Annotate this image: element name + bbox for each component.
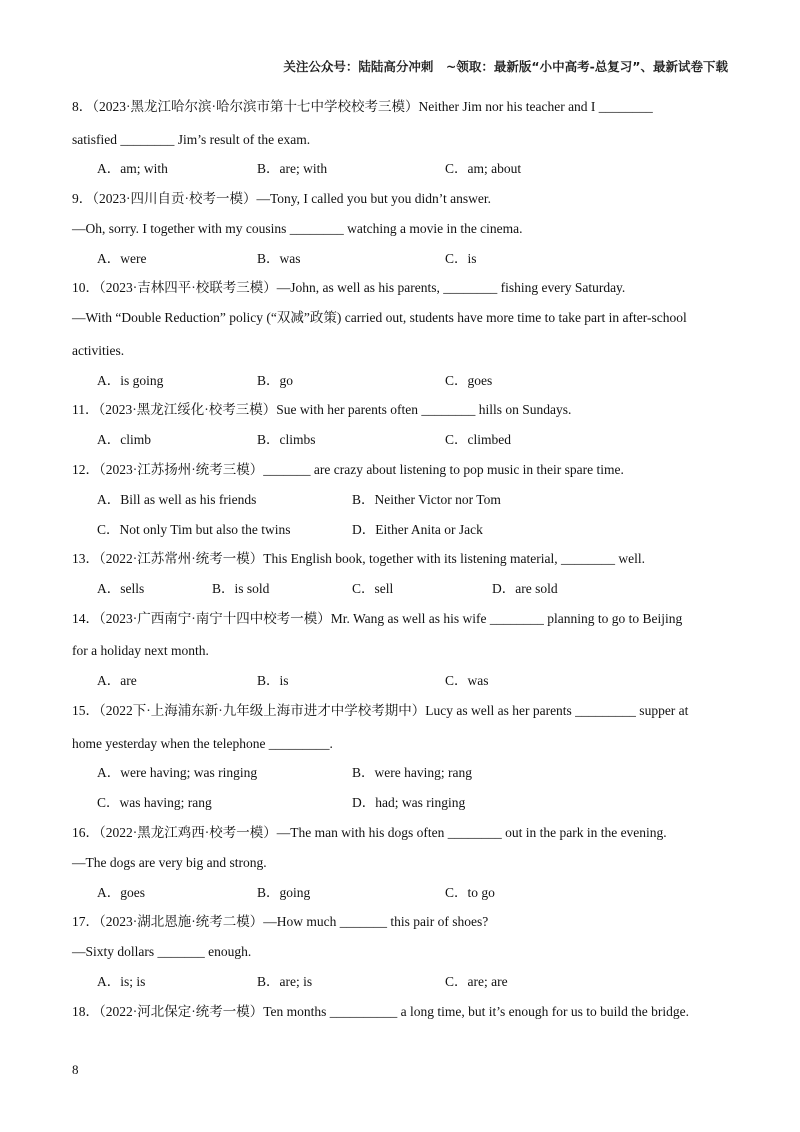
- question-15: [72, 701, 732, 823]
- option-b[interactable]: B．were having; rang: [352, 765, 472, 781]
- question-8-line-2: satisfied ________ Jim’s result of the exam.: [72, 131, 311, 147]
- question-15-line-2: home yesterday when the telephone _________.: [72, 735, 333, 751]
- question-9: [72, 189, 732, 278]
- question-12-options-row-1: [72, 490, 732, 520]
- option-c[interactable]: C．Not only Tim but also the twins: [97, 521, 291, 537]
- question-14: [72, 609, 732, 701]
- option-c[interactable]: C．was having; rang: [97, 795, 212, 811]
- question-10-line-3: activities.: [72, 342, 125, 358]
- option-b[interactable]: B．are; is: [257, 973, 313, 989]
- question-13-line-1: 13．（2022·江苏常州·统考一模）This English book, together with its listening material, ________ well.: [72, 551, 645, 567]
- question-15-line-1: 15．（2022下·上海浦东新·九年级上海市进才中学校考期中）Lucy as well as her parents _________ supper at: [72, 703, 689, 719]
- option-c[interactable]: C．sell: [352, 581, 394, 597]
- question-12-options-row-2: [72, 520, 732, 550]
- option-a[interactable]: A．is going: [97, 372, 164, 388]
- question-8: [72, 97, 732, 189]
- option-a[interactable]: A．were having; was ringing: [97, 765, 258, 781]
- option-b[interactable]: B．going: [257, 884, 311, 900]
- option-c[interactable]: C．am; about: [445, 161, 522, 177]
- question-18: [72, 1002, 732, 1032]
- option-a[interactable]: A．am; with: [97, 161, 168, 177]
- option-c[interactable]: C．was: [445, 673, 489, 689]
- option-a[interactable]: A．climb: [97, 432, 151, 448]
- question-11-line-1: 11．（2023·黑龙江绥化·校考三模）Sue with her parents often ________ hills on Sundays.: [72, 402, 572, 418]
- option-c[interactable]: C．climbed: [445, 432, 511, 448]
- question-list: [72, 97, 732, 1032]
- page-number: 8: [72, 1062, 79, 1077]
- option-a[interactable]: A．sells: [97, 581, 145, 597]
- option-c[interactable]: C．goes: [445, 372, 493, 388]
- option-b[interactable]: B．go: [257, 372, 294, 388]
- question-10: [72, 278, 732, 400]
- question-12: [72, 460, 732, 549]
- question-10-options: [72, 371, 732, 401]
- question-9-line-1: 9．（2023·四川自贡·校考一模）—Tony, I called you but you didn’t answer.: [72, 191, 492, 207]
- question-17-line-1: 17．（2023·湖北恩施·统考二模）—How much _______ this pair of shoes?: [72, 914, 489, 930]
- question-10-line-2: —With “Double Reduction” policy (“双减”政策) carried out, students have more time to take part in after-school: [72, 310, 687, 326]
- option-a[interactable]: A．are: [97, 673, 137, 689]
- question-13: [72, 549, 732, 609]
- question-16: [72, 823, 732, 912]
- question-17: [72, 912, 732, 1001]
- option-c[interactable]: C．are; are: [445, 973, 508, 989]
- option-d[interactable]: D．Either Anita or Jack: [352, 521, 483, 537]
- question-14-line-2: for a holiday next month.: [72, 643, 209, 659]
- option-a[interactable]: A．goes: [97, 884, 145, 900]
- question-15-options-row-2: [72, 793, 732, 823]
- option-b[interactable]: B．is sold: [212, 581, 270, 597]
- option-a[interactable]: A．were: [97, 250, 147, 266]
- question-17-options: [72, 972, 732, 1002]
- option-d[interactable]: D．are sold: [492, 581, 558, 597]
- question-17-line-2: —Sixty dollars _______ enough.: [72, 944, 252, 960]
- option-b[interactable]: B．climbs: [257, 432, 316, 448]
- question-18-line-1: 18．（2022·河北保定·统考一模）Ten months __________ a long time, but it’s enough for us to build the bridge.: [72, 1003, 690, 1019]
- question-11-options: [72, 430, 732, 460]
- question-14-line-1: 14．（2023·广西南宁·南宁十四中校考一模）Mr. Wang as well as his wife ________ planning to go to Beijing: [72, 610, 683, 626]
- question-16-line-1: 16．（2022·黑龙江鸡西·校考一模）—The man with his dogs often ________ out in the park in the evening.: [72, 824, 667, 840]
- option-b[interactable]: B．Neither Victor nor Tom: [352, 491, 501, 507]
- option-b[interactable]: B．is: [257, 673, 289, 689]
- question-12-line-1: 12．（2023·江苏扬州·统考三模）_______ are crazy about listening to pop music in their spare time.: [72, 461, 624, 477]
- question-8-line-1: 8．（2023·黑龙江哈尔滨·哈尔滨市第十七中学校校考三模）Neither Jim nor his teacher and I ________: [72, 99, 653, 114]
- question-9-line-2: —Oh, sorry. I together with my cousins ________ watching a movie in the cinema.: [72, 220, 523, 236]
- question-9-options: [72, 249, 732, 279]
- option-d[interactable]: D．had; was ringing: [352, 795, 466, 811]
- question-10-line-1: 10．（2023·吉林四平·校联考三模）—John, as well as his parents, ________ fishing every Saturday.: [72, 280, 626, 296]
- option-a[interactable]: A．Bill as well as his friends: [97, 491, 257, 507]
- question-8-options: [72, 159, 732, 189]
- option-c[interactable]: C．to go: [445, 884, 495, 900]
- page-header: 关注公众号：陆陆高分冲刺 ~领取：最新版“小中高考-总复习”、最新试卷下载: [283, 59, 728, 74]
- question-16-options: [72, 883, 732, 913]
- question-15-options-row-1: [72, 763, 732, 793]
- option-b[interactable]: B．was: [257, 250, 301, 266]
- question-13-options: [72, 579, 732, 609]
- option-c[interactable]: C．is: [445, 250, 477, 266]
- question-16-line-2: —The dogs are very big and strong.: [72, 854, 267, 870]
- question-14-options: [72, 671, 732, 701]
- question-11: [72, 400, 732, 460]
- option-b[interactable]: B．are; with: [257, 161, 328, 177]
- option-a[interactable]: A．is; is: [97, 973, 146, 989]
